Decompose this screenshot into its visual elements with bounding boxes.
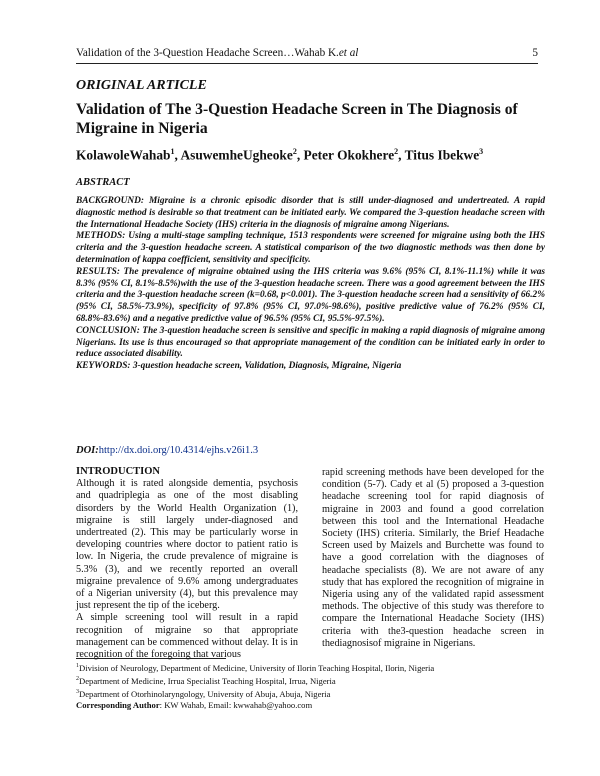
author-name: AsuwemheUgheoke bbox=[180, 147, 293, 163]
affiliation-footnote: $^3$Department of Otorhinolaryngology, University of Abuja, Abuja, Nigeria bbox=[76, 689, 331, 700]
doi-label: DOI: bbox=[76, 445, 99, 456]
introduction-paragraph: rapid screening methods have been developed for the condition (5-7). Cady et al (5) proposed a 3-question headache screening tool for rapid diagnosis of migraine in 2003 and found a good correlation between this tool and the International Headache Society (IHS) criteria. Similarly, the Brief Headache Screen used by Maizels and Burchette was found to have a good correlation with the diagnoses of headache specialists (8). We are not aware of any study that has explored the recognition of migraine in Nigeria using any of the validated rapid assessment methods. The objective of this study was therefore to compare the International Headache Society (IHS) criteria with the3-question headache screen in thediagnosisof migraine in Nigerians. bbox=[322, 467, 544, 649]
doi-line bbox=[76, 445, 258, 456]
affiliation-footnote: $^2$Department of Medicine, Irrua Specialist Teaching Hospital, Irrua, Nigeria bbox=[76, 676, 336, 687]
author-affiliation-mark: 2 bbox=[394, 147, 399, 156]
abstract-keywords: KEYWORDS: 3-question headache screen, Validation, Diagnosis, Migraine, Nigeria bbox=[76, 361, 402, 372]
abstract bbox=[76, 196, 545, 373]
introduction-heading: INTRODUCTION bbox=[76, 466, 161, 477]
running-head bbox=[76, 47, 538, 59]
author-name: KolawoleWahab bbox=[76, 147, 171, 163]
header-rule bbox=[76, 63, 538, 64]
body-column-left bbox=[76, 466, 298, 661]
introduction-paragraph: Although it is rated alongside dementia, psychosis and quadriplegia as one of the most disabling disorders by the World Health Organization (1), migraine is still largely under-diagnosed and undertreated (2). This may be particularly worse in developing countries where doctor to patient ratio is low. In Nigeria, the crude prevalence of migraine is 5.3% (3), and we recently reported an overall migraine prevalence of 9.6% among undergraduates of a Nigerian university (4), but this prevalence may just represent the tip of the iceberg. bbox=[76, 478, 298, 612]
abstract-heading: ABSTRACT bbox=[76, 177, 130, 188]
author-name: Peter Okokhere bbox=[303, 147, 395, 163]
page-number: 5 bbox=[532, 47, 538, 59]
body-column-right bbox=[322, 467, 544, 650]
footnotes bbox=[76, 661, 546, 712]
author-name: Titus Ibekwe bbox=[404, 147, 480, 163]
author-affiliation-mark: 2 bbox=[292, 147, 297, 156]
abstract-results: RESULTS: The prevalence of migraine obtained using the IHS criteria was 9.6% (95% CI, 8.1%-11.1%) while it was 8.3% (95% CI, 8.1%-8.5%)with the use of the 3-question headache screen. There was a good agreement between the IHS criteria and the 3-question headache screen (k=0.68, p<0.001). The 3-question headache screen had a sensitivity of 66.2% (95% CI, 58.5%-73.9%), specificity of 97.8% (95% CI, 97.0%-98.6%), positive predictive value of 76.2% (95% CI, 68.8%-83.6%) and a negative predictive value of 96.5% (95% CI, 95.5%-97.5%). bbox=[76, 266, 545, 324]
article-title: Validation of The 3-Question Headache Screen in The Diagnosis of Migraine in Nigeria bbox=[76, 101, 518, 137]
introduction-paragraph: A simple screening tool will result in a rapid recognition of migraine so that appropriate management can be commenced without delay. It is in recognition of the foregoing that various bbox=[76, 612, 298, 661]
footnote-rule bbox=[76, 658, 226, 659]
abstract-methods: METHODS: Using a multi-stage sampling technique, 1513 respondents were screened for migraine using both the IHS criteria and the 3-question headache screen. A statistical comparison of the two diagnostic methods was then done by determination of kappa coefficient, sensitivity and specificity. bbox=[76, 231, 545, 265]
author-list: KolawoleWahab$^1$, AsuwemheUgheoke$^2$, Peter Okokhere$^2$, Titus Ibekwe$^3$ bbox=[76, 147, 484, 163]
running-head-title: Validation of the 3-Question Headache Screen…Wahab K.et al bbox=[76, 47, 359, 59]
author-affiliation-mark: 3 bbox=[479, 147, 484, 156]
affiliation-footnote: $^1$Division of Neurology, Department of Medicine, University of Ilorin Teaching Hospital, Ilorin, Nigeria bbox=[76, 662, 435, 673]
abstract-conclusion: CONCLUSION: The 3-question headache screen is sensitive and specific in making a rapid diagnosis of migraine among Nigerians. Its use is thus encouraged so that appropriate management of the condition can be initiated early in order to reduce associated disability. bbox=[76, 325, 545, 360]
abstract-background: BACKGROUND: Migraine is a chronic episodic disorder that is still under-diagnosed and undertreated. A rapid diagnostic method is desirable so that treatment can be initiated early. We compared the 3-question headache screen with the International Headache Society (IHS) criteria in the diagnosis of migraine among Nigerians. bbox=[76, 196, 545, 230]
doi-link[interactable]: http://dx.doi.org/10.4314/ejhs.v26i1.3 bbox=[98, 445, 259, 456]
corresponding-author: Corresponding Author: KW Wahab, Email: kwwahab@yahoo.com bbox=[76, 700, 313, 711]
article-type: ORIGINAL ARTICLE bbox=[76, 78, 207, 93]
author-affiliation-mark: 1 bbox=[170, 147, 175, 156]
